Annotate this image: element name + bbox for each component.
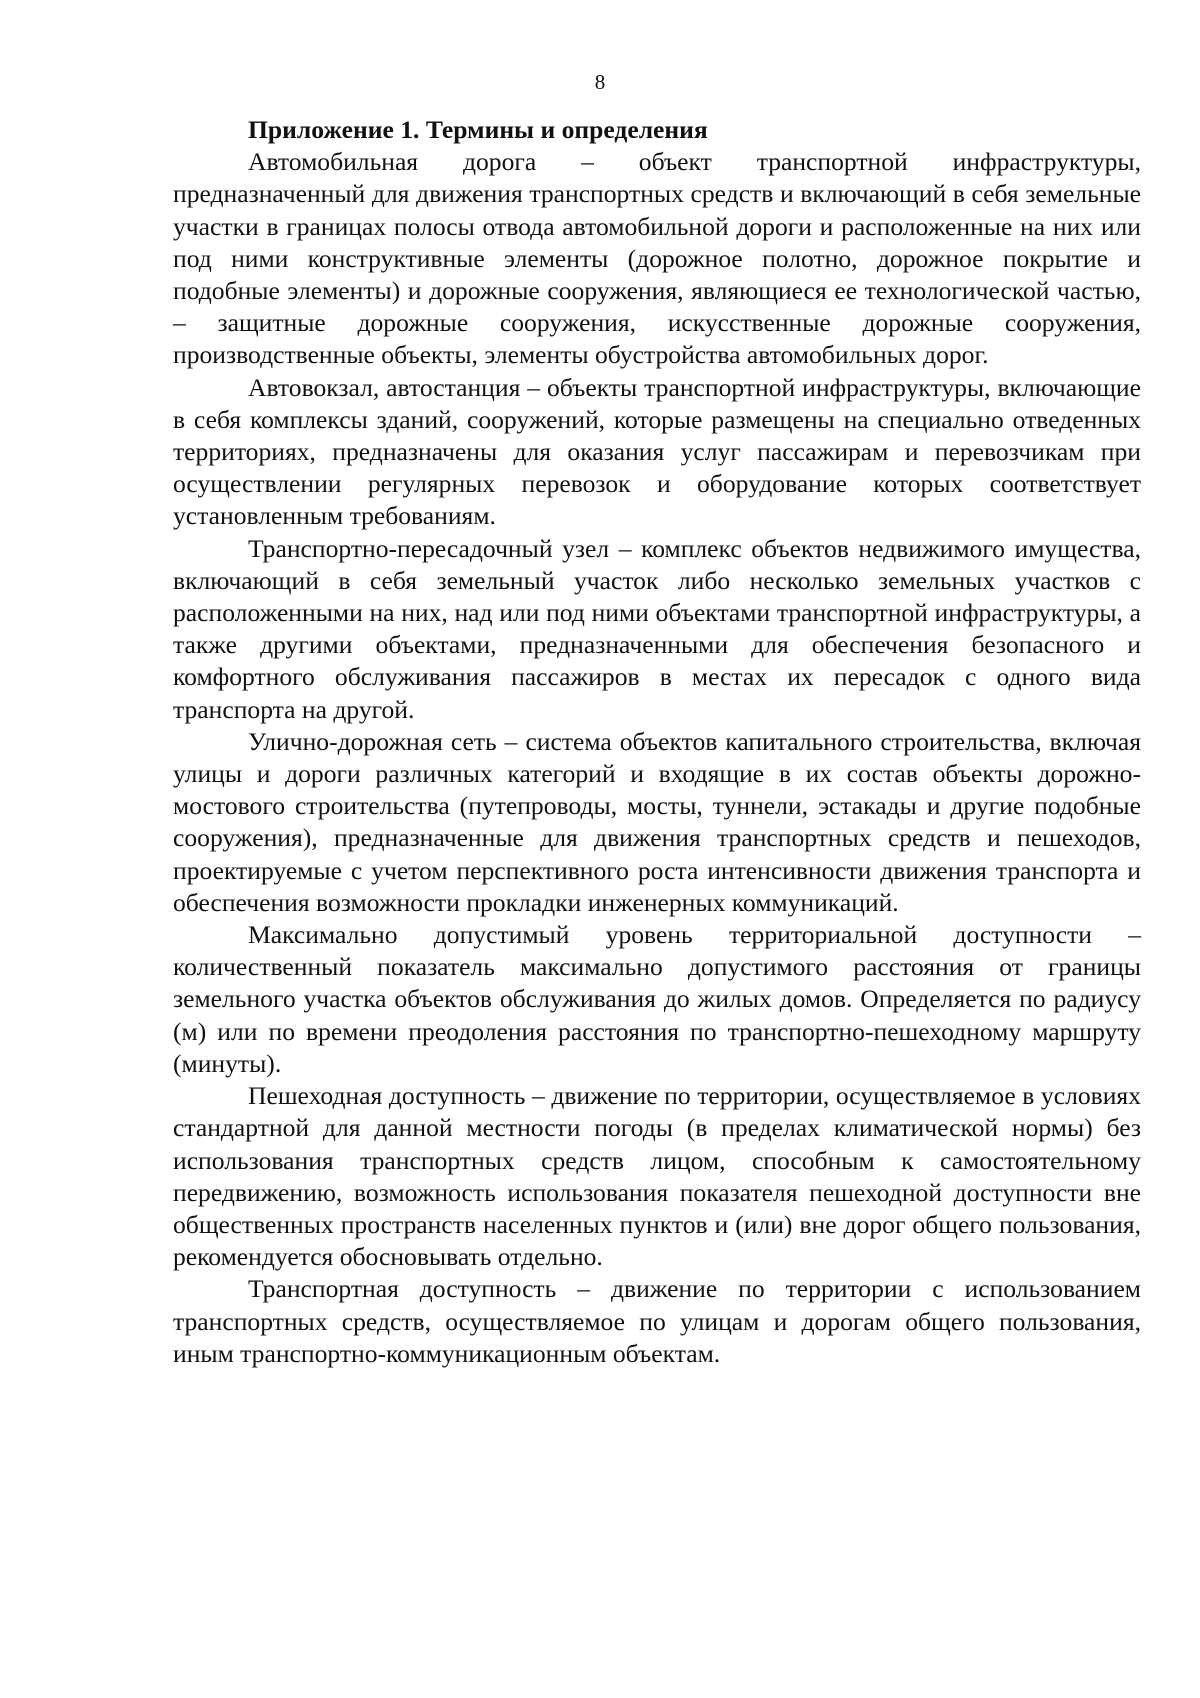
appendix-heading: Приложение 1. Термины и определения [248, 115, 708, 144]
document-body [173, 114, 1141, 1370]
definition-max-uroven-dostupnosti: Максимально допустимый уровень территориальной доступности – количественный показатель максимально допустимого расстояния от границы земельного участка объектов обслуживания до жилых домов. Определяется по радиусу (м) или по времени преодоления расстояния по транспортно-пешеходному маршруту (минуты). [173, 920, 1141, 1078]
definition-transportnaya-dostupnost: Транспортная доступность – движение по территории с использованием транспортных средств, осуществляемое по улицам и дорогам общего пользования, иным транспортно-коммуникационным объектам. [173, 1274, 1141, 1368]
definition-peshehodnaya-dostupnost: Пешеходная доступность – движение по территории, осуществляемое в условиях стандартной для данной местности погоды (в пределах климатической нормы) без использования транспортных средств лицом, способным к самостоятельному передвижению, возможность использования показателя пешеходной доступности вне общественных пространств населенных пунктов и (или) вне дорог общего пользования, рекомендуется обосновывать отдельно. [173, 1081, 1141, 1272]
definition-transportno-peresadochnyi-uzel: Транспортно-пересадочный узел – комплекс объектов недвижимого имущества, включающий в себя земельный участок либо несколько земельных участков с расположенными на них, над или под ними объектами транспортной инфраструктуры, а также другими объектами, предназначенными для обеспечения безопасного и комфортного обслуживания пассажиров в местах их пересадок с одного вида транспорта на другой. [173, 533, 1141, 724]
definition-avtomobilnaya-doroga: Автомобильная дорога – объект транспортной инфраструктуры, предназначенный для движения транспортных средств и включающий в себя земельные участки в границах полосы отвода автомобильной дороги и расположенные на них или под ними конструктивные элементы (дорожное полотно, дорожное покрытие и подобные элементы) и дорожные сооружения, являющиеся ее технологической частью, – защитные дорожные сооружения, искусственные дорожные сооружения, производственные объекты, элементы обустройства автомобильных дорог. [173, 147, 1141, 370]
page-number: 8 [594, 70, 606, 94]
definition-ulichno-dorozhnaya-set: Улично-дорожная сеть – система объектов капитального строительства, включая улицы и дороги различных категорий и входящие в их состав объекты дорожно-мостового строительства (путепроводы, мосты, туннели, эстакады и другие подобные сооружения), предназначенные для движения транспортных средств и пешеходов, проектируемые с учетом перспективного роста интенсивности движения транспорта и обеспечения возможности прокладки инженерных коммуникаций. [173, 726, 1141, 917]
definition-avtovokzal: Автовокзал, автостанция – объекты транспортной инфраструктуры, включающие в себя комплексы зданий, сооружений, которые размещены на специально отведенных территориях, предназначены для оказания услуг пассажирам и перевозчикам при осуществлении регулярных перевозок и оборудование которых соответствует установленным требованиям. [173, 372, 1141, 531]
